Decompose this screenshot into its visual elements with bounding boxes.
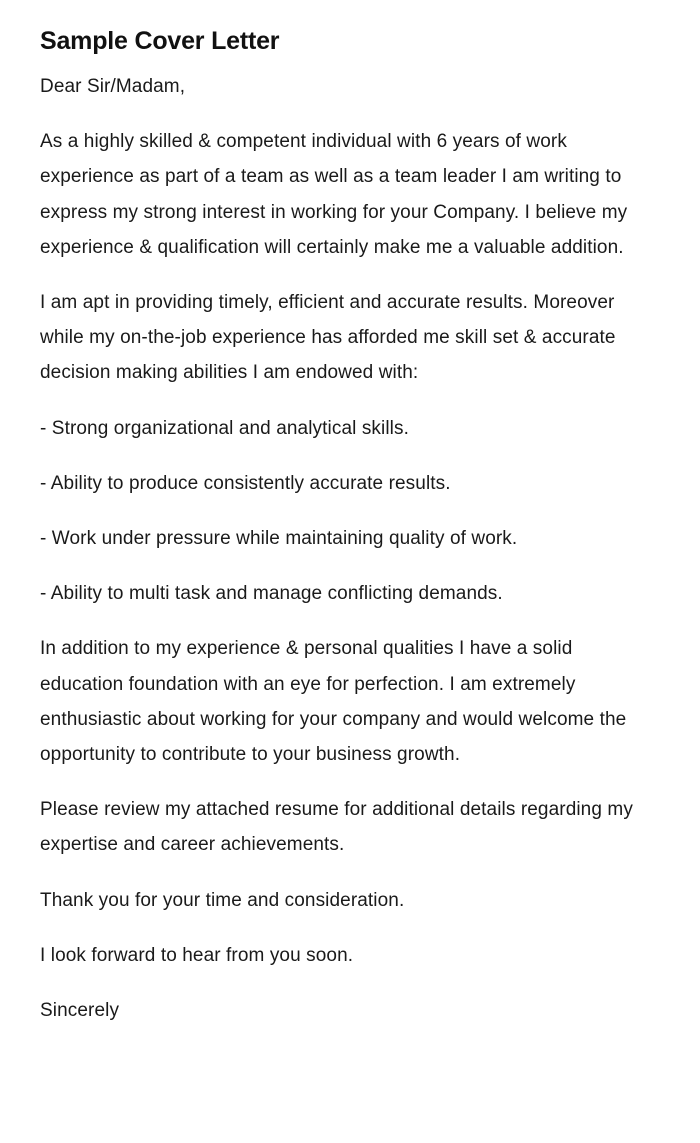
paragraph-thanks: Thank you for your time and consideration. [40, 889, 405, 911]
skill-item: - Strong organizational and analytical skills. [40, 417, 409, 439]
skill-item: - Ability to multi task and manage conflicting demands. [40, 583, 503, 605]
greeting: Dear Sir/Madam, [40, 76, 186, 97]
page-title: Sample Cover Letter [40, 27, 280, 55]
paragraph-abilities: I am apt in providing timely, efficient and accurate results. Moreover while my on-the-job experience has afforded me skill set & accurate decision making abilities I am endowed with: [40, 292, 616, 384]
closing: Sincerely [40, 1000, 120, 1022]
cover-letter [40, 24, 650, 1028]
paragraph-education: In addition to my experience & personal qualities I have a solid education foundation with an eye for perfection. I am extremely enthusiastic about working for your company and would welcome the opportunity to contribute to your business growth. [40, 638, 627, 766]
skill-item: - Ability to produce consistently accurate results. [40, 472, 451, 494]
paragraph-intro: As a highly skilled & competent individual with 6 years of work experience as part of a team as well as a team leader I am writing to express my strong interest in working for your Company. I believe my experience & qualification will certainly make me a valuable addition. [40, 131, 628, 258]
paragraph-followup: I look forward to hear from you soon. [40, 944, 354, 966]
paragraph-resume: Please review my attached resume for additional details regarding my expertise and career achievements. [40, 799, 633, 856]
skill-item: - Work under pressure while maintaining quality of work. [40, 528, 518, 550]
